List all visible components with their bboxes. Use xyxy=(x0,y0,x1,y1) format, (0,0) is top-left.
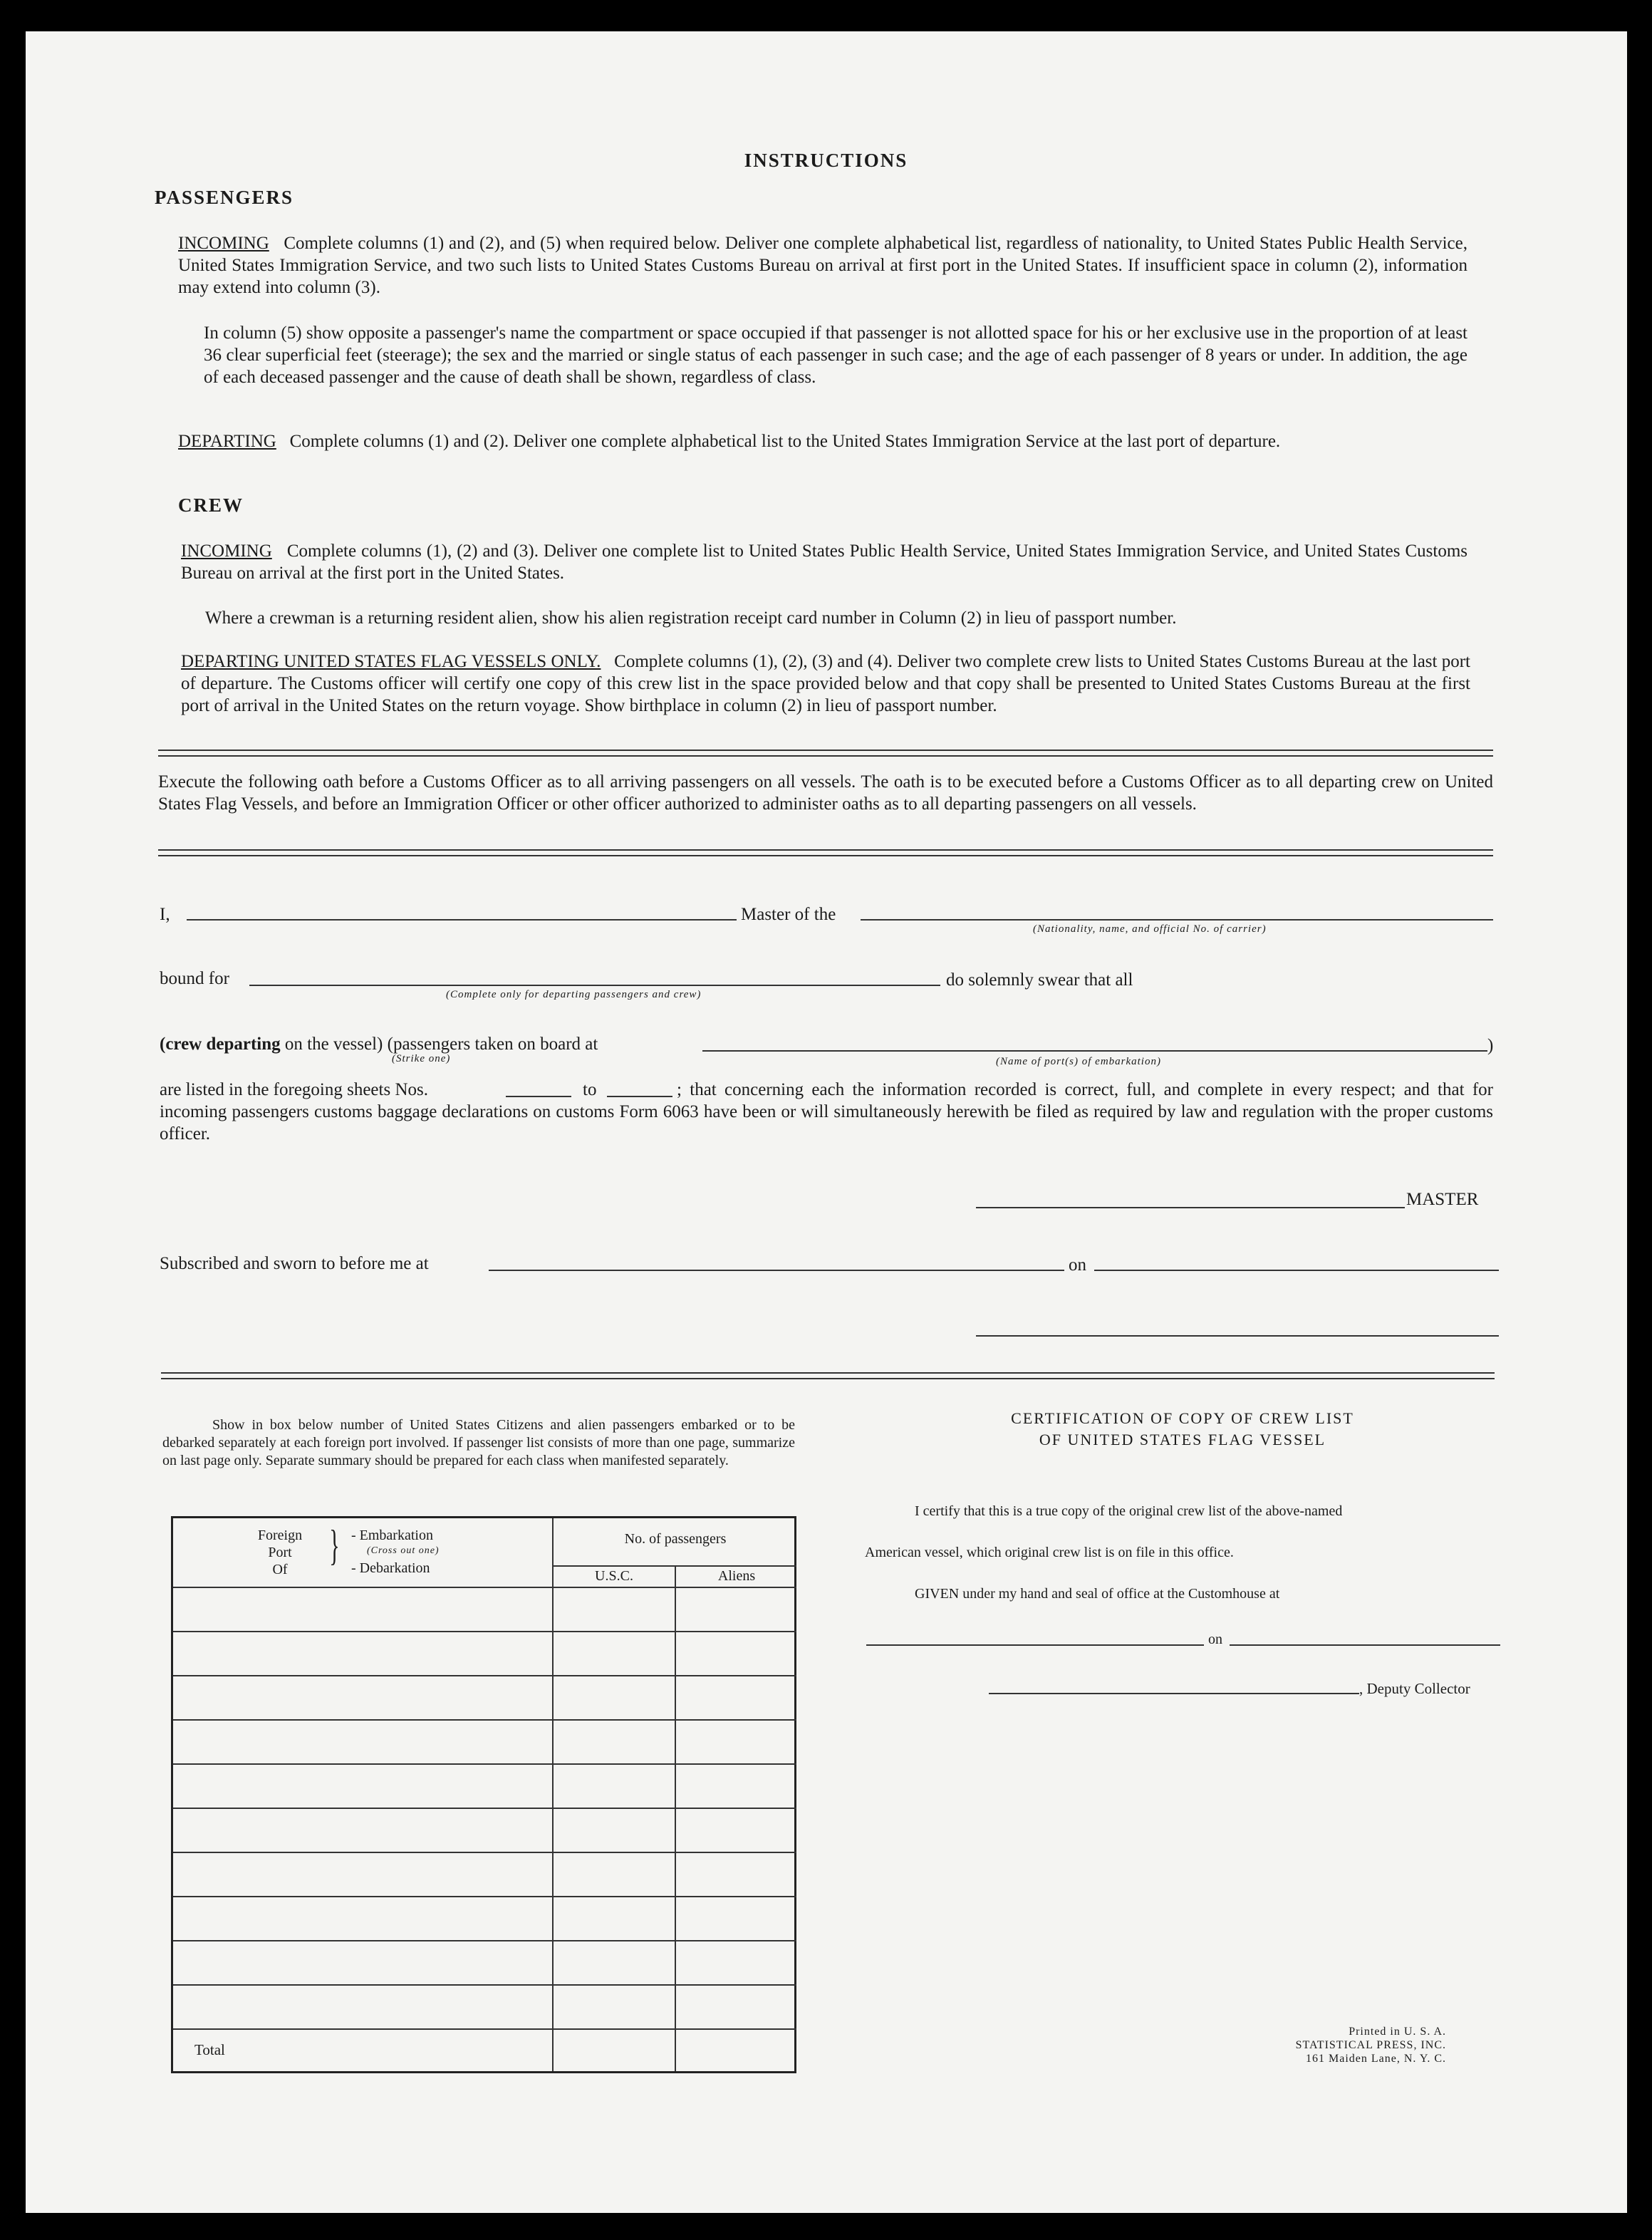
crew-incoming-text: Complete columns (1), (2) and (3). Deliver one complete list to United States Public Health Service, United States Immigration Service, and United States Customs Bureau on arrival at the first port in the United States. xyxy=(181,541,1468,583)
crew-departing-text: (crew departing xyxy=(160,1035,281,1054)
certification-title-line2: OF UNITED STATES FLAG VESSEL xyxy=(1039,1431,1326,1448)
passengers-departing-text: Complete columns (1) and (2). Deliver one complete alphabetical list to the United States Immigration Service at the last port of departure. xyxy=(289,432,1281,451)
passengers-incoming xyxy=(178,232,1467,299)
bound-caption: (Complete only for departing passengers and crew) xyxy=(446,989,702,1000)
subscribed-sworn: Subscribed and sworn to before me at xyxy=(160,1254,429,1273)
printer-line3: 161 Maiden Lane, N. Y. C. xyxy=(1306,2053,1446,2065)
sworn-date-line[interactable] xyxy=(1094,1270,1499,1271)
customhouse-line[interactable] xyxy=(866,1644,1204,1646)
crew-departing-text: Complete columns (1), (2), (3) and (4). Deliver two complete crew lists to United States Customs Bureau at the last port of departure. The Customs officer will certify one copy of this crew list in the space provided below and that copy shall be presented to United States Customs Bureau at the first port of arrival in the United States on the return voyage. Show birthplace in column (2) in lieu of passport number. xyxy=(181,652,1470,715)
of-label: Of xyxy=(272,1562,288,1577)
debarkation-option[interactable]: - Debarkation xyxy=(351,1560,430,1576)
crew-heading: CREW xyxy=(178,494,244,516)
table-row[interactable] xyxy=(173,1984,796,1986)
table-divider xyxy=(675,1565,676,2071)
crew-departing-label: DEPARTING UNITED STATES FLAG VESSELS ONLY. xyxy=(181,652,601,671)
double-rule xyxy=(158,750,1493,757)
foreign-port-of-label xyxy=(244,1527,316,1578)
passengers-heading: PASSENGERS xyxy=(155,187,294,208)
close-paren: ) xyxy=(1487,1036,1494,1055)
nationality-caption: (Nationality, name, and official No. of carrier) xyxy=(1033,923,1267,935)
carrier-line[interactable] xyxy=(861,919,1493,921)
passenger-summary-table xyxy=(171,1516,796,2073)
table-row[interactable] xyxy=(173,1763,796,1765)
double-rule xyxy=(158,849,1493,856)
table-header-rule xyxy=(173,1587,796,1588)
certification-on: on xyxy=(1208,1632,1222,1647)
deputy-collector-label: , Deputy Collector xyxy=(1359,1680,1470,1697)
certification-title-line1: CERTIFICATION OF COPY OF CREW LIST xyxy=(1011,1409,1354,1427)
certification-title xyxy=(955,1408,1411,1451)
port-label: Port xyxy=(268,1545,292,1560)
listed-sheets-rest: ; that concerning each the information recorded is correct, full, and complete in every respect; and that for incoming passengers customs baggage declarations on customs Form 6063 have been or will simultaneously herewith be filed as required by law and regulation with the proper customs officer. xyxy=(160,1080,1493,1144)
bound-for-line[interactable] xyxy=(249,985,940,986)
crew-incoming xyxy=(181,540,1467,584)
double-rule xyxy=(161,1372,1495,1379)
oath-i: I, xyxy=(160,905,170,924)
summary-instructions: Show in box below number of United States Citizens and alien passengers embarked or to be debarked separately at each foreign port involved. If passenger list consists of more than one page, summarize on last page only. Separate summary should be prepared for each class when manifested separately. xyxy=(162,1417,795,1468)
aliens-header: Aliens xyxy=(717,1568,756,1584)
deputy-collector-line[interactable] xyxy=(989,1693,1359,1694)
instructions-title: INSTRUCTIONS xyxy=(744,150,908,171)
table-row[interactable] xyxy=(173,1719,796,1721)
master-signature-line[interactable] xyxy=(976,1207,1405,1208)
listed-sheets-a: are listed in the foregoing sheets Nos. xyxy=(160,1080,428,1099)
officer-signature-line[interactable] xyxy=(976,1335,1499,1337)
port-caption: (Name of port(s) of embarkation) xyxy=(996,1056,1161,1067)
table-row[interactable] xyxy=(173,2028,796,2030)
strike-one-caption: (Strike one) xyxy=(392,1053,451,1064)
cross-out-one-caption: (Cross out one) xyxy=(367,1545,440,1556)
sworn-on: on xyxy=(1069,1255,1086,1275)
printer-line1: Printed in U. S. A. xyxy=(1349,2026,1446,2038)
passengers-incoming-label: INCOMING xyxy=(178,234,269,253)
master-of-the: Master of the xyxy=(741,905,836,924)
passengers-column5-text: In column (5) show opposite a passenger's name the compartment or space occupied if that passenger is not allotted space for his or her exclusive use in the proportion of at least 36 clear superficial feet (steerage); the sex and the married or single status of each passenger in such case; and the age of each passenger of 8 years or under. In addition, the age of each deceased passenger and the cause of death shall be shown, regardless of class. xyxy=(204,323,1467,387)
given-under-hand: GIVEN under my hand and seal of office at the Customhouse at xyxy=(915,1586,1280,1602)
certify-line1: I certify that this is a true copy of the original crew list of the above-named xyxy=(915,1503,1343,1519)
listed-sheets-to: to xyxy=(583,1080,597,1099)
crew-incoming-label: INCOMING xyxy=(181,541,272,561)
solemnly-swear: do solemnly swear that all xyxy=(946,970,1133,990)
oath-intro: Execute the following oath before a Customs Officer as to all arriving passengers on all vessels. The oath is to be executed before a Customs Officer as to all departing crew on United States Flag Vessels, and before an Immigration Officer or other officer authorized to administer oaths as to all departing passengers on all vessels. xyxy=(158,772,1493,814)
sworn-place-line[interactable] xyxy=(489,1270,1064,1271)
certification-date-line[interactable] xyxy=(1230,1644,1500,1646)
brace-icon: } xyxy=(329,1522,340,1569)
printer-imprint xyxy=(1211,2025,1446,2065)
table-row[interactable] xyxy=(173,1852,796,1853)
vessel-clause xyxy=(160,1033,598,1055)
table-row[interactable] xyxy=(173,1896,796,1897)
total-label: Total xyxy=(194,2041,225,2058)
embarkation-option[interactable]: - Embarkation xyxy=(351,1528,433,1543)
name-line[interactable] xyxy=(187,919,737,921)
table-row[interactable] xyxy=(173,1675,796,1676)
crew-departing xyxy=(181,650,1470,717)
passengers-departing xyxy=(178,430,1467,452)
table-divider xyxy=(552,1565,796,1567)
crew-resident-text: Where a crewman is a returning resident alien, show his alien registration receipt card number in Column (2) in lieu of passport number. xyxy=(205,608,1177,628)
certify-line2: American vessel, which original crew list is on file in this office. xyxy=(865,1545,1234,1560)
table-row[interactable] xyxy=(173,1808,796,1809)
no-of-passengers-header: No. of passengers xyxy=(624,1531,727,1547)
table-divider xyxy=(552,1518,554,2071)
embarkation-port-line[interactable] xyxy=(702,1050,1487,1052)
foreign-label: Foreign xyxy=(257,1528,303,1543)
table-row[interactable] xyxy=(173,1940,796,1941)
passengers-taken: (passengers taken on board at xyxy=(387,1035,598,1054)
table-row[interactable] xyxy=(173,1631,796,1632)
bound-for: bound for xyxy=(160,969,229,988)
on-the-vessel: on the vessel) xyxy=(284,1035,383,1054)
passengers-incoming-text: Complete columns (1) and (2), and (5) when required below. Deliver one complete alphabetical list, regardless of nationality, to United States Public Health Service, United States Immigration Service, and two such lists to United States Customs Bureau on arrival at first port in the United States. If insufficient space in column (2), information may extend into column (3). xyxy=(178,234,1468,297)
usc-header: U.S.C. xyxy=(595,1568,633,1584)
printer-line2: STATISTICAL PRESS, INC. xyxy=(1295,2039,1446,2051)
passengers-departing-label: DEPARTING xyxy=(178,432,276,451)
master-label: MASTER xyxy=(1406,1190,1479,1209)
